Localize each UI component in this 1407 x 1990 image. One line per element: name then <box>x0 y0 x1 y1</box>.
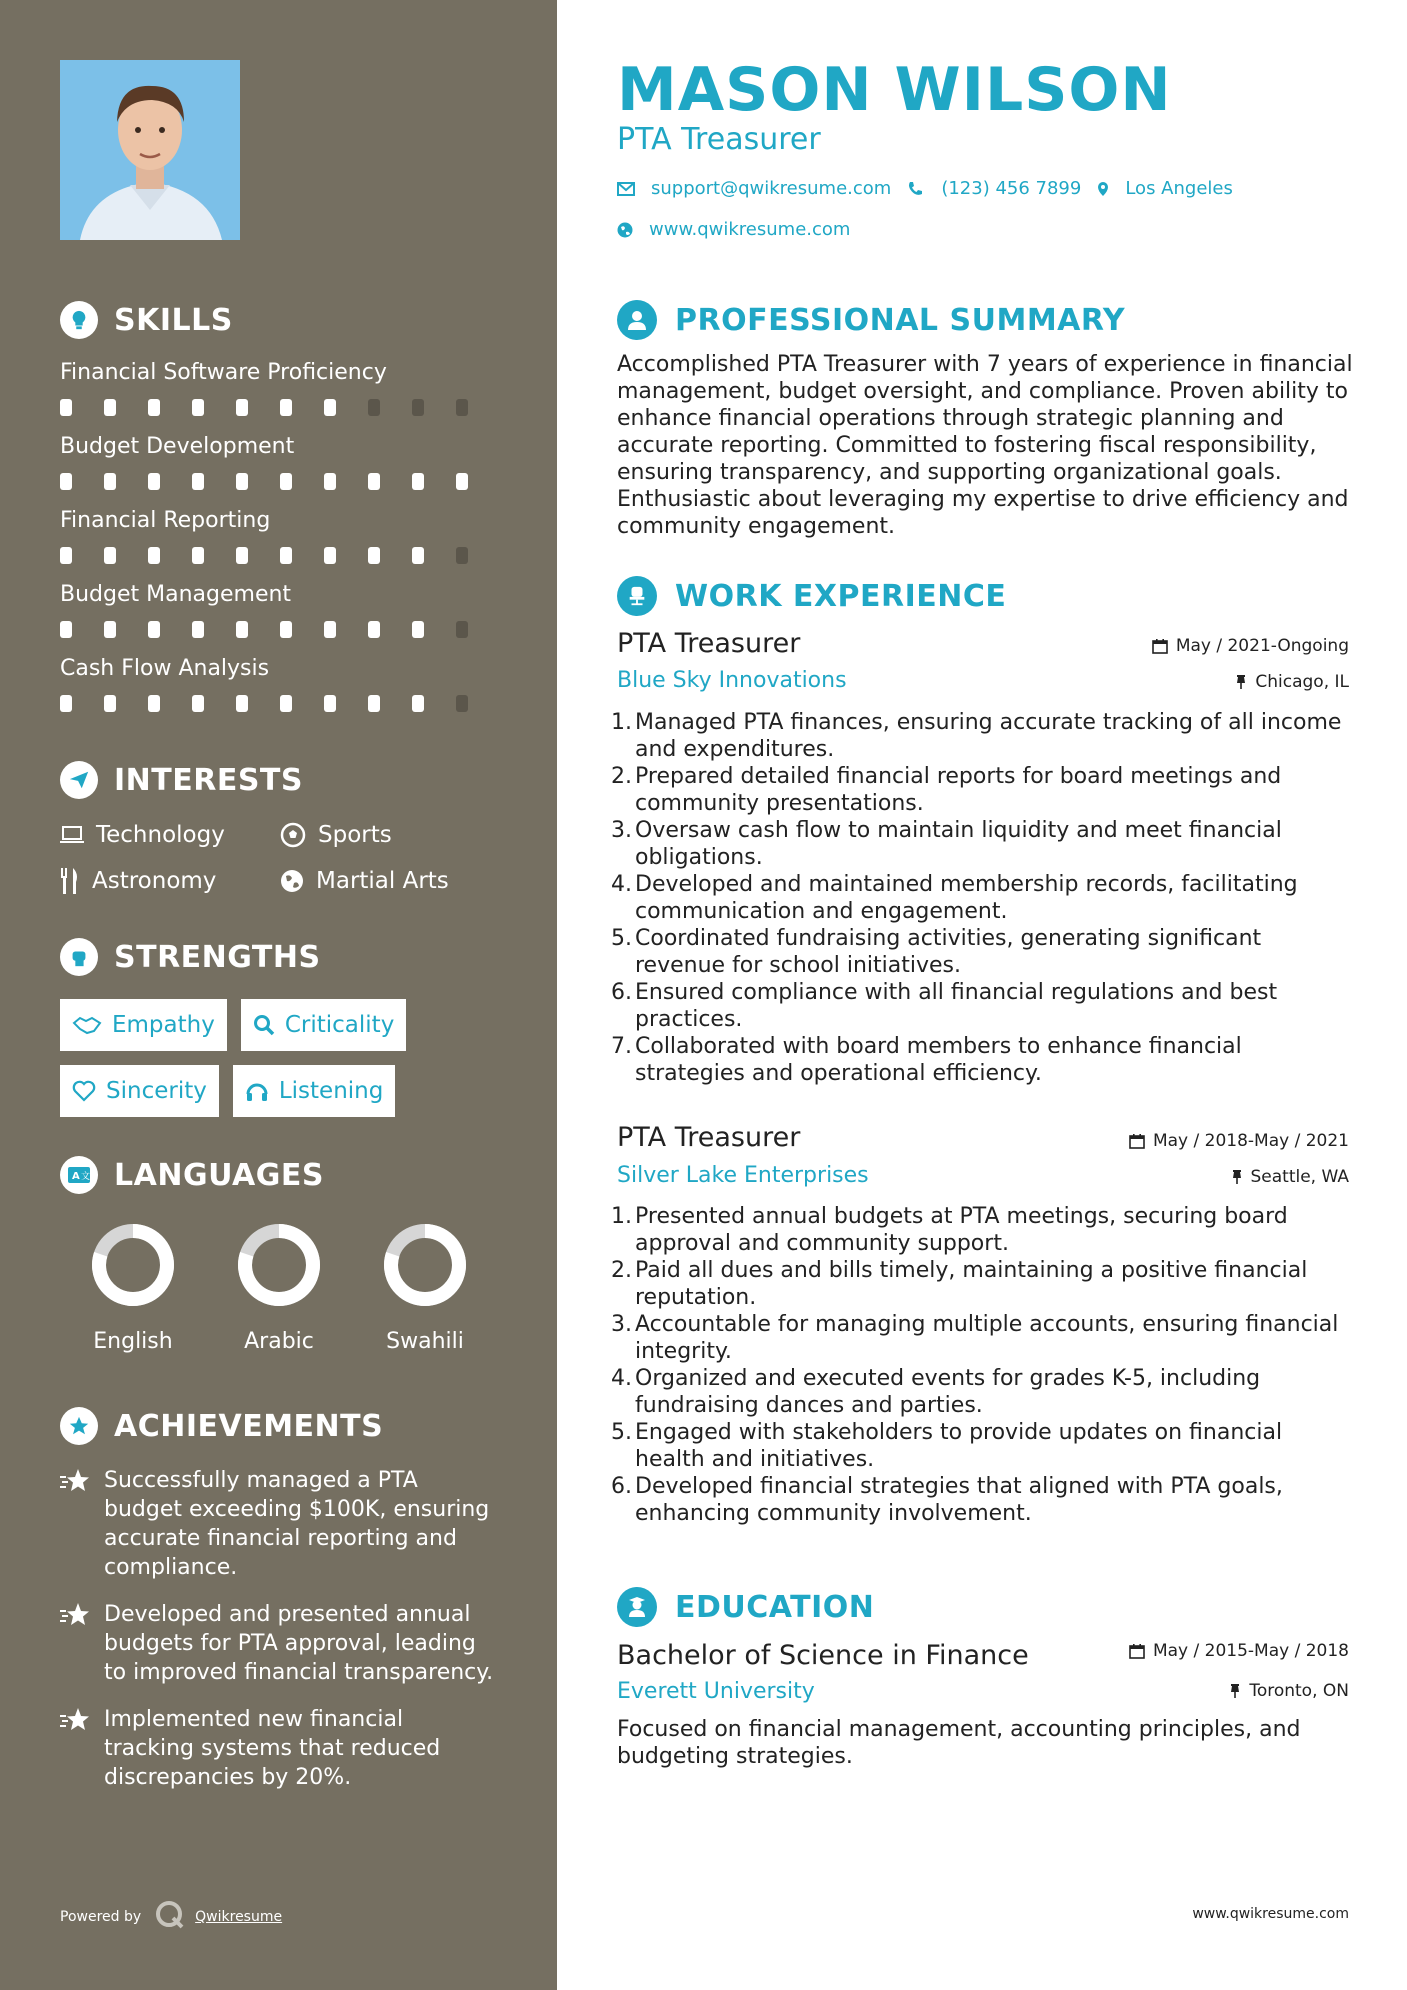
job-bullet <box>611 1419 1357 1473</box>
education-degree: Bachelor of Science in Finance <box>617 1640 1029 1671</box>
job-bullet <box>611 1365 1357 1419</box>
job-dates-text: May / 2021-Ongoing <box>1175 636 1349 656</box>
bullet-number: 6. <box>611 1474 632 1499</box>
user-icon <box>617 300 657 340</box>
job-location <box>1235 672 1349 692</box>
language-item <box>352 1223 498 1354</box>
skill-dot <box>236 621 248 638</box>
graduate-icon <box>617 1587 657 1627</box>
job-bullet <box>611 1203 1357 1257</box>
bullet-number: 5. <box>611 926 632 951</box>
skill-item <box>60 508 500 564</box>
pushpin-icon <box>1231 1169 1243 1185</box>
paper-plane-icon <box>60 761 98 799</box>
interest-martial-arts <box>280 868 500 894</box>
bullet-text: Developed financial strategies that aligned with PTA goals, enhancing community involvement. <box>635 1474 1283 1526</box>
language-level-ring <box>383 1223 467 1307</box>
interest-sports <box>280 822 500 848</box>
bullet-text: Ensured compliance with all financial regulations and best practices. <box>635 980 1278 1032</box>
bullet-number: 3. <box>611 1312 632 1337</box>
skill-dot <box>456 547 468 564</box>
experience-heading-row <box>617 576 1006 616</box>
skill-dot <box>412 547 424 564</box>
skill-dot <box>368 621 380 638</box>
interest-label: Technology <box>96 822 225 848</box>
language-level-ring <box>91 1223 175 1307</box>
job-bullet <box>611 1311 1357 1365</box>
interest-technology <box>60 822 280 848</box>
skill-dot <box>456 399 468 416</box>
skill-dot <box>192 547 204 564</box>
pushpin-icon <box>1235 674 1247 690</box>
skill-rating <box>60 695 500 712</box>
bullet-number: 3. <box>611 818 632 843</box>
education-school: Everett University <box>617 1679 815 1704</box>
bullet-text: Paid all dues and bills timely, maintaining a positive financial reputation. <box>635 1258 1308 1310</box>
chair-icon <box>617 576 657 616</box>
language-item <box>206 1223 352 1354</box>
summary-heading-row <box>617 300 1125 340</box>
skill-dot <box>280 473 292 490</box>
globe-icon <box>280 869 304 893</box>
strength-label: Empathy <box>112 1012 215 1038</box>
contact-phone[interactable]: (123) 456 7899 <box>941 178 1082 199</box>
star-icon <box>60 1707 90 1733</box>
website-row <box>617 219 850 240</box>
skills-heading: SKILLS <box>114 302 233 338</box>
strengths-section <box>60 935 500 1117</box>
skill-dot <box>148 473 160 490</box>
education-text: Focused on financial management, accounting principles, and budgeting strategies. <box>617 1717 1301 1769</box>
skill-rating <box>60 547 500 564</box>
skill-rating <box>60 473 500 490</box>
skill-dot <box>324 473 336 490</box>
map-pin-icon <box>1097 181 1109 197</box>
skill-dot <box>236 399 248 416</box>
pushpin-icon <box>1229 1683 1241 1699</box>
skill-dot <box>192 621 204 638</box>
education-dates <box>1129 1641 1349 1661</box>
skill-dot <box>368 547 380 564</box>
handshake-icon <box>72 1015 102 1035</box>
skill-dot <box>148 695 160 712</box>
strength-label: Sincerity <box>106 1078 207 1104</box>
bullet-number: 2. <box>611 764 632 789</box>
language-name: English <box>93 1329 173 1354</box>
skill-name: Cash Flow Analysis <box>60 656 270 681</box>
language-name: Swahili <box>386 1329 464 1354</box>
skill-item <box>60 582 500 638</box>
skill-dot <box>192 695 204 712</box>
skill-dot <box>104 621 116 638</box>
bullet-text: Collaborated with board members to enhance financial strategies and operational efficiency. <box>635 1034 1242 1086</box>
languages-heading: LANGUAGES <box>114 1157 324 1193</box>
achievements-section <box>60 1404 500 1792</box>
footer-website[interactable]: www.qwikresume.com <box>1192 1906 1349 1922</box>
strength-empathy <box>60 999 227 1051</box>
job-bullet <box>611 1033 1357 1087</box>
skill-dot <box>412 695 424 712</box>
strength-sincerity <box>60 1065 219 1117</box>
interests-section <box>60 758 500 894</box>
bullet-number: 7. <box>611 1034 632 1059</box>
skill-name: Financial Reporting <box>60 508 271 533</box>
job-bullet <box>611 871 1357 925</box>
globe-icon <box>617 222 633 238</box>
svg-text:A: A <box>72 1171 80 1182</box>
job-location-text: Seattle, WA <box>1250 1167 1349 1187</box>
headphones-icon <box>245 1080 269 1102</box>
bullet-text: Presented annual budgets at PTA meetings, securing board approval and community support. <box>635 1204 1288 1256</box>
powered-brand-link[interactable]: Qwikresume <box>195 1909 283 1925</box>
skill-dot <box>60 399 72 416</box>
achievements-heading: ACHIEVEMENTS <box>114 1408 384 1444</box>
bullet-text: Coordinated fundraising activities, generating significant revenue for school initiatives. <box>635 926 1262 978</box>
skill-item <box>60 360 500 416</box>
job-bullet <box>611 925 1357 979</box>
skill-dot <box>324 399 336 416</box>
soccer-ball-icon <box>280 822 306 848</box>
skill-dot <box>412 473 424 490</box>
powered-by <box>60 1900 282 1934</box>
candidate-role: PTA Treasurer <box>617 122 821 157</box>
contact-website[interactable]: www.qwikresume.com <box>649 219 851 240</box>
skill-dot <box>324 621 336 638</box>
languages-section <box>60 1153 500 1354</box>
contact-location: Los Angeles <box>1125 178 1233 199</box>
job-bullet <box>611 1257 1357 1311</box>
skill-dot <box>60 695 72 712</box>
job-dates <box>1152 636 1349 656</box>
job-location <box>1231 1167 1350 1187</box>
education-location-text: Toronto, ON <box>1249 1681 1349 1701</box>
skill-item <box>60 434 500 490</box>
skill-dot <box>368 695 380 712</box>
summary-text: Accomplished PTA Treasurer with 7 years of experience in financial management, budget oversight, and compliance. Proven ability to enhance financial operations through strategic planning and accurate reporting. Committed to fostering fiscal responsibility, ensuring transparency, and supporting organizational goals. Enthusiastic about leveraging my expertise to drive efficiency and community engagement. <box>617 352 1353 539</box>
envelope-icon <box>617 182 635 196</box>
education-heading-row <box>617 1587 874 1627</box>
skill-dot <box>280 695 292 712</box>
search-icon <box>253 1014 275 1036</box>
skill-dot <box>148 399 160 416</box>
job-bullets <box>611 1203 1357 1527</box>
candidate-name: MASON WILSON <box>617 55 1172 125</box>
calendar-icon <box>1152 638 1168 654</box>
skill-name: Budget Development <box>60 434 295 459</box>
calendar-icon <box>1129 1643 1145 1659</box>
skill-dot <box>192 399 204 416</box>
skill-dot <box>192 473 204 490</box>
skill-dot <box>104 399 116 416</box>
bullet-number: 5. <box>611 1420 632 1445</box>
contact-email[interactable]: support@qwikresume.com <box>651 178 892 199</box>
skill-item <box>60 656 500 712</box>
bullet-number: 2. <box>611 1258 632 1283</box>
skill-dot <box>324 695 336 712</box>
strength-listening <box>233 1065 396 1117</box>
education-dates-text: May / 2015-May / 2018 <box>1152 1641 1349 1661</box>
interest-astronomy <box>60 868 280 894</box>
job-company: Silver Lake Enterprises <box>617 1163 869 1188</box>
strengths-heading: STRENGTHS <box>114 939 321 975</box>
skill-dot <box>104 473 116 490</box>
experience-heading: WORK EXPERIENCE <box>675 578 1007 614</box>
job-bullet <box>611 979 1357 1033</box>
bullet-number: 4. <box>611 1366 632 1391</box>
phone-icon <box>907 181 923 197</box>
skill-rating <box>60 621 500 638</box>
skill-dot <box>148 547 160 564</box>
job-bullets <box>611 709 1357 1087</box>
bullet-text: Organized and executed events for grades K-5, including fundraising dances and parties. <box>635 1366 1261 1418</box>
achievement-text: Successfully managed a PTA budget exceeding $100K, ensuring accurate financial reporting and compliance. <box>104 1468 490 1580</box>
svg-text:文: 文 <box>81 1172 91 1182</box>
bullet-number: 4. <box>611 872 632 897</box>
skills-section <box>60 298 500 712</box>
skill-dot <box>324 547 336 564</box>
skill-name: Financial Software Proficiency <box>60 360 387 385</box>
bullet-text: Managed PTA finances, ensuring accurate tracking of all income and expenditures. <box>635 710 1342 762</box>
strength-label: Criticality <box>284 1012 395 1038</box>
education-location <box>1229 1681 1349 1701</box>
heart-icon <box>72 1080 96 1102</box>
skill-dot <box>280 547 292 564</box>
skill-dot <box>236 547 248 564</box>
calendar-icon <box>1129 1133 1145 1149</box>
interests-heading: INTERESTS <box>114 762 303 798</box>
bullet-number: 6. <box>611 980 632 1005</box>
utensils-icon <box>60 868 80 894</box>
job-title: PTA Treasurer <box>617 628 801 659</box>
skill-dot <box>104 547 116 564</box>
language-level-ring <box>237 1223 321 1307</box>
skill-name: Budget Management <box>60 582 292 607</box>
job-bullet <box>611 709 1357 763</box>
bullet-text: Accountable for managing multiple accounts, ensuring financial integrity. <box>635 1312 1339 1364</box>
skill-dot <box>236 473 248 490</box>
fist-icon <box>60 938 98 976</box>
job-dates <box>1129 1131 1349 1151</box>
job-bullet <box>611 817 1357 871</box>
language-item <box>60 1223 206 1354</box>
skill-dot <box>148 621 160 638</box>
skill-dot <box>60 621 72 638</box>
sidebar <box>0 0 557 1990</box>
job-bullet <box>611 1473 1357 1527</box>
skill-dot <box>368 473 380 490</box>
bullet-text: Developed and maintained membership records, facilitating communication and engagement. <box>635 872 1298 924</box>
job-company: Blue Sky Innovations <box>617 668 847 693</box>
laptop-icon <box>60 825 84 845</box>
bullet-text: Oversaw cash flow to maintain liquidity and meet financial obligations. <box>635 818 1282 870</box>
lightbulb-icon <box>60 301 98 339</box>
achievement-item <box>60 1600 500 1687</box>
job-location-text: Chicago, IL <box>1255 672 1349 692</box>
star-icon <box>60 1468 90 1494</box>
skill-dot <box>60 473 72 490</box>
powered-label: Powered by <box>60 1909 142 1925</box>
language-name: Arabic <box>244 1329 314 1354</box>
bullet-text: Prepared detailed financial reports for board meetings and community presentations. <box>635 764 1282 816</box>
summary-heading: PROFESSIONAL SUMMARY <box>675 302 1126 338</box>
interest-label: Astronomy <box>92 868 217 894</box>
contact-row <box>617 178 1233 199</box>
skill-dot <box>456 695 468 712</box>
achievement-text: Implemented new financial tracking systems that reduced discrepancies by 20%. <box>104 1707 441 1790</box>
achievement-item <box>60 1705 500 1792</box>
bullet-number: 1. <box>611 1204 632 1229</box>
achievement-text: Developed and presented annual budgets for PTA approval, leading to improved financial transparency. <box>104 1602 494 1685</box>
achievement-item <box>60 1466 500 1582</box>
language-icon <box>60 1156 98 1194</box>
bullet-text: Engaged with stakeholders to provide updates on financial health and initiatives. <box>635 1420 1283 1472</box>
skill-dot <box>412 399 424 416</box>
strength-criticality <box>241 999 406 1051</box>
skill-dot <box>236 695 248 712</box>
skill-dot <box>368 399 380 416</box>
main-content <box>557 0 1407 1990</box>
skill-rating <box>60 399 500 416</box>
star-icon <box>60 1602 90 1628</box>
interest-label: Sports <box>318 822 392 848</box>
skill-dot <box>456 621 468 638</box>
skill-dot <box>280 621 292 638</box>
interest-label: Martial Arts <box>316 868 449 894</box>
star-badge-icon <box>60 1407 98 1445</box>
skill-dot <box>104 695 116 712</box>
skill-dot <box>456 473 468 490</box>
bullet-number: 1. <box>611 710 632 735</box>
skill-dot <box>412 621 424 638</box>
skill-dot <box>280 399 292 416</box>
job-dates-text: May / 2018-May / 2021 <box>1152 1131 1349 1151</box>
job-bullet <box>611 763 1357 817</box>
job-title: PTA Treasurer <box>617 1122 801 1153</box>
strength-label: Listening <box>278 1078 384 1104</box>
skill-dot <box>60 547 72 564</box>
qwikresume-logo-icon <box>155 1900 185 1934</box>
profile-photo <box>60 60 240 240</box>
education-heading: EDUCATION <box>675 1589 875 1625</box>
